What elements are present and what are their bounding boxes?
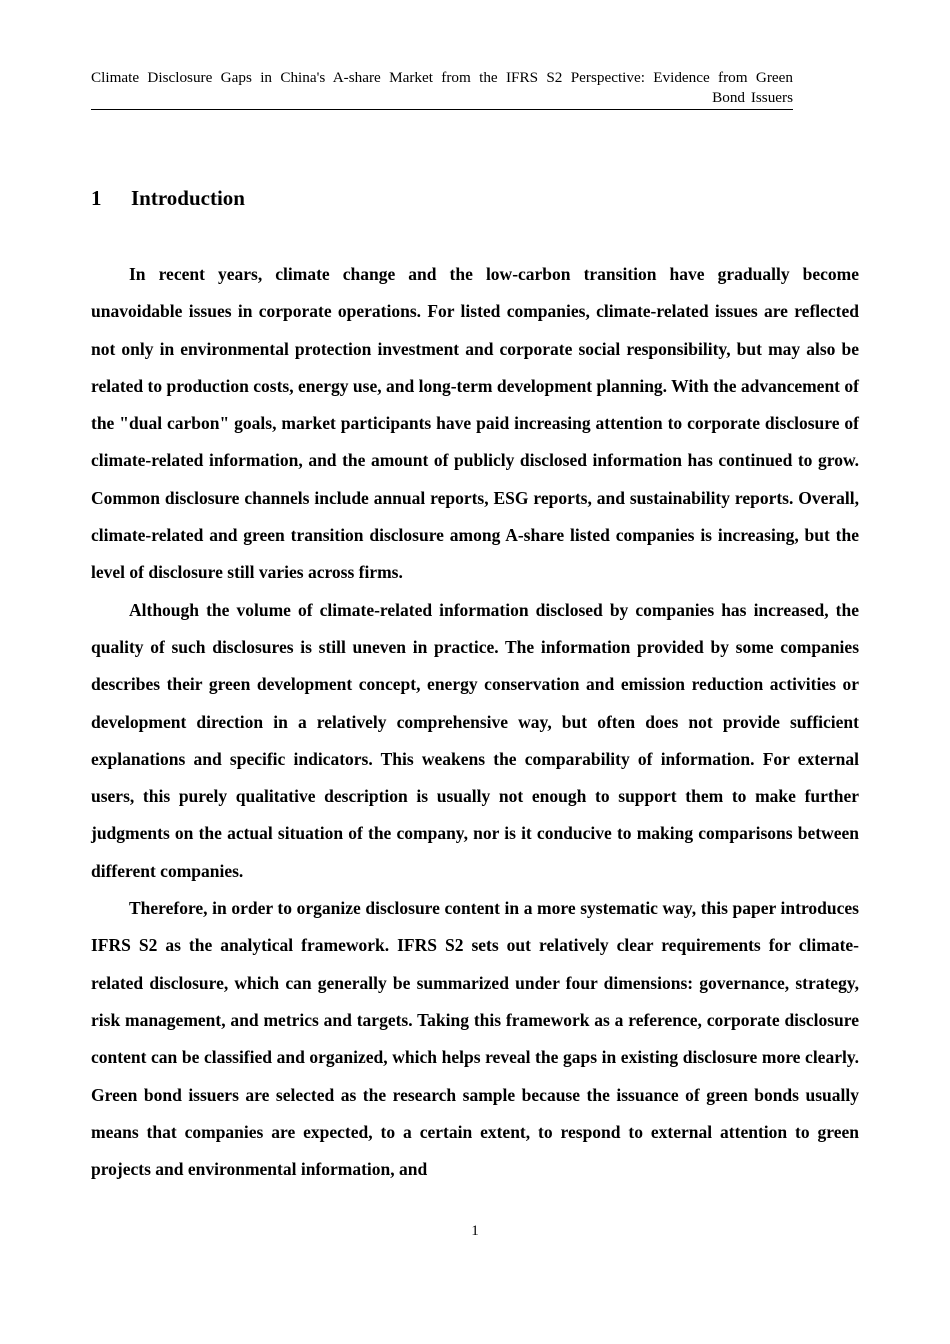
section-heading xyxy=(91,184,245,212)
running-header: Climate Disclosure Gaps in China's A-share Market from the IFRS S2 Perspective: Evidence from Green Bond Issuers xyxy=(91,68,793,110)
body-text xyxy=(91,256,859,1188)
page-number: 1 xyxy=(471,1223,479,1239)
paragraph: Therefore, in order to organize disclosure content in a more systematic way, this paper introduces IFRS S2 as the analytical framework. IFRS S2 sets out relatively clear requirements for climate-related disclosure, which can generally be summarized under four dimensions: governance, strategy, risk management, and metrics and targets. Taking this framework as a reference, corporate disclosure content can be classified and organized, which helps reveal the gaps in existing disclosure more clearly. Green bond issuers are selected as the research sample because the issuance of green bonds usually means that companies are expected, to a certain extent, to respond to external attention to green projects and environmental information, and xyxy=(91,898,859,1180)
paragraph: Although the volume of climate-related information disclosed by companies has increased, the quality of such disclosures is still uneven in practice. The information provided by some companies describes their green development concept, energy conservation and emission reduction activities or development direction in a relatively comprehensive way, but often does not provide sufficient explanations and specific indicators. This weakens the comparability of information. For external users, this purely qualitative description is usually not enough to support them to make further judgments on the actual situation of the company, nor is it conducive to making comparisons between different companies. xyxy=(91,599,859,881)
section-number: 1 xyxy=(91,186,102,210)
section-title: Introduction xyxy=(131,186,245,210)
paragraph: In recent years, climate change and the low-carbon transition have gradually become unavoidable issues in corporate operations. For listed companies, climate-related issues are reflected not only in environmental protection investment and corporate social responsibility, but may also be related to production costs, energy use, and long-term development planning. With the advancement of the "dual carbon" goals, market participants have paid increasing attention to corporate disclosure of climate-related information, and the amount of publicly disclosed information has continued to grow. Common disclosure channels include annual reports, ESG reports, and sustainability reports. Overall, climate-related and green transition disclosure among A-share listed companies is increasing, but the level of disclosure still varies across firms. xyxy=(91,264,859,583)
